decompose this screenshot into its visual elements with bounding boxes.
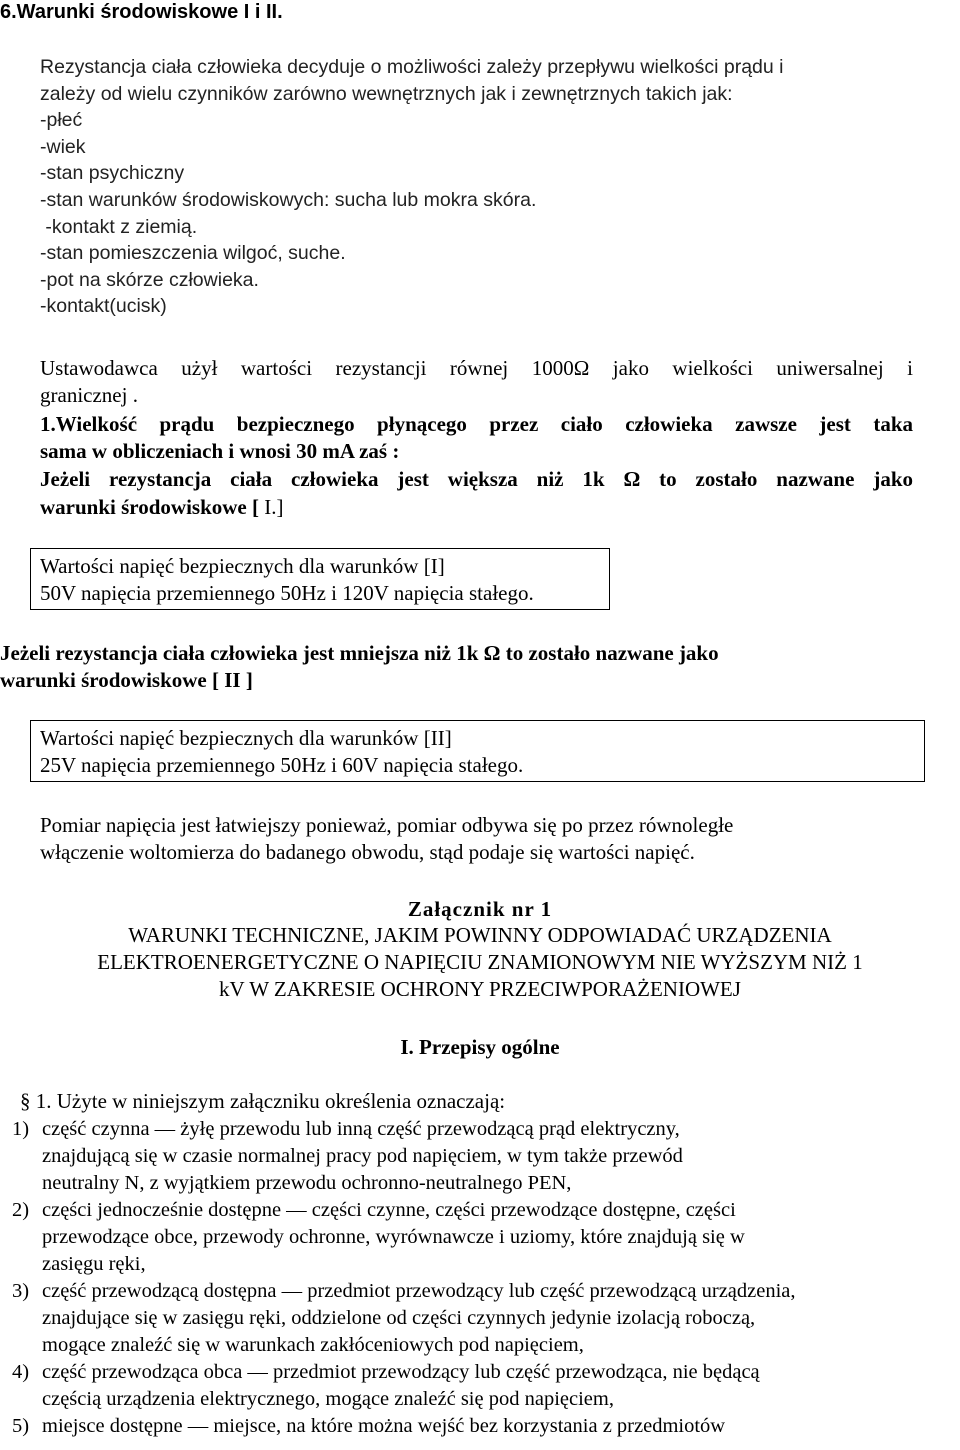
attachment-subtitle-3: kV W ZAKRESIE OCHRONY PRZECIWPORAŻENIOWEJ — [219, 977, 741, 1001]
legislator-line-2: granicznej . — [40, 383, 138, 407]
definition-line: częścią urządzenia elektrycznego, mogące znaleźć się pod napięciem, — [42, 1388, 614, 1410]
definition-item — [0, 1278, 902, 1359]
intro-line: -wiek — [40, 135, 86, 158]
attachment-subtitle-2: ELEKTROENERGETYCZNE O NAPIĘCIU ZNAMIONOWYM NIE WYŻSZYM NIŻ 1 — [97, 950, 863, 974]
definition-item — [0, 1413, 902, 1440]
definition-line: zasięgu ręki, — [42, 1253, 146, 1275]
definition-line: część czynna — żyłę przewodu lub inną część przewodzącą prąd elektryczny, — [42, 1118, 680, 1140]
paragraph-text: 1. Użyte w niniejszym załączniku określenia oznaczają: — [30, 1089, 506, 1113]
definition-line: neutralny N, z wyjątkiem przewodu ochronno-neutralnego PEN, — [42, 1172, 572, 1194]
definition-number: 1) — [12, 1118, 30, 1140]
intro-line: -kontakt z ziemią. — [40, 215, 198, 238]
box1-values: 50V napięcia przemiennego 50Hz i 120V napięcia stałego. — [40, 581, 534, 605]
measure-line-1: Pomiar napięcia jest łatwiejszy ponieważ, pomiar odbywa się po przez równoległe — [40, 813, 734, 837]
intro-line: zależy od wielu czynników zarówno wewnętrznych jak i zewnętrznych takich jak: — [40, 82, 733, 105]
paragraph-intro — [0, 1088, 505, 1115]
definition-number: 3) — [12, 1280, 30, 1302]
intro-line: -stan warunków środowiskowych: sucha lub mokra skóra. — [40, 188, 537, 211]
measure-line-2: włączenie woltomierza do badanego obwodu, stąd podaje się wartości napięć. — [40, 840, 695, 864]
intro-line: -płeć — [40, 109, 83, 132]
definition-line: część przewodzącą dostępna — przedmiot przewodzący lub część przewodzącą urządzenia, — [42, 1280, 796, 1302]
definition-item — [0, 1197, 902, 1278]
intro-line: -pot na skórze człowieka. — [40, 268, 259, 291]
definition-line: znajdujące się w zasięgu ręki, oddzielone od części czynnych jedynie izolacją roboczą, — [42, 1307, 756, 1329]
section-title: I. Przepisy ogólne — [400, 1035, 560, 1059]
box2-title: Wartości napięć bezpiecznych dla warunków [II] — [40, 726, 452, 750]
definition-line: mogące znaleźć się w warunkach zakłóceniowych pod napięciem, — [42, 1334, 584, 1356]
definition-number: 4) — [12, 1361, 30, 1383]
intro-line: -stan pomieszczenia wilgoć, suche. — [40, 242, 346, 265]
bold-rule-line-3: Jeżeli rezystancja ciała człowieka jest większa niż 1k Ω to zostało nazwane jako — [40, 467, 913, 491]
definition-line: przewodzące obce, przewody ochronne, wyrównawcze i uziomy, które znajdują się w — [42, 1226, 745, 1248]
definition-item — [0, 1359, 902, 1413]
bold-rule-line-1: 1.Wielkość prądu bezpiecznego płynącego przez ciało człowieka zawsze jest taka — [40, 412, 913, 436]
attachment-subtitle-1: WARUNKI TECHNICZNE, JAKIM POWINNY ODPOWIADAĆ URZĄDZENIA — [128, 923, 832, 947]
intro-paragraph — [40, 54, 920, 320]
definition-number: 2) — [12, 1199, 30, 1221]
definitions-list — [0, 1116, 960, 1440]
bold-rule-line-2: sama w obliczeniach i wnosi 30 mA zaś : — [40, 439, 400, 463]
definition-line: części jednocześnie dostępne — części czynne, części przewodzące dostępne, części — [42, 1199, 736, 1221]
intro-line: -kontakt(ucisk) — [40, 295, 167, 318]
safe-voltage-box-2 — [30, 720, 925, 782]
conditions-number: I.] — [264, 495, 284, 519]
definition-line: znajdującą się w czasie normalnej pracy pod napięciem, w tym także przewód — [42, 1145, 683, 1167]
paragraph-symbol: § — [20, 1089, 31, 1113]
intro-line: -stan psychiczny — [40, 162, 185, 185]
definition-number: 5) — [12, 1415, 30, 1437]
definition-item — [0, 1116, 902, 1197]
safe-voltage-box-1 — [30, 548, 610, 610]
bold-rule-2-line-1: Jeżeli rezystancja ciała człowieka jest mniejsza niż 1k Ω to zostało nazwane jako — [0, 641, 719, 665]
definition-line: miejsce dostępne — miejsce, na które można wejść bez korzystania z przedmiotów — [42, 1415, 726, 1437]
box1-title: Wartości napięć bezpiecznych dla warunków [I] — [40, 554, 445, 578]
section-heading: 6.Warunki środowiskowe I i II. — [0, 1, 283, 23]
attachment-title: Załącznik nr 1 — [407, 897, 553, 921]
box2-values: 25V napięcia przemiennego 50Hz i 60V napięcia stałego. — [40, 753, 524, 777]
definition-line: część przewodząca obca — przedmiot przewodzący lub część przewodząca, nie będącą — [42, 1361, 760, 1383]
conditions-label: warunki środowiskowe [ — [40, 495, 265, 519]
bold-rule-2-line-2: warunki środowiskowe [ II ] — [0, 668, 253, 692]
legislator-line-1: Ustawodawca użył wartości rezystancji równej 1000Ω jako wielkości uniwersalnej i — [40, 356, 913, 380]
bold-rule-line-4 — [40, 494, 283, 521]
intro-line: Rezystancja ciała człowieka decyduje o możliwości zależy przepływu wielkości prądu i — [40, 56, 784, 78]
